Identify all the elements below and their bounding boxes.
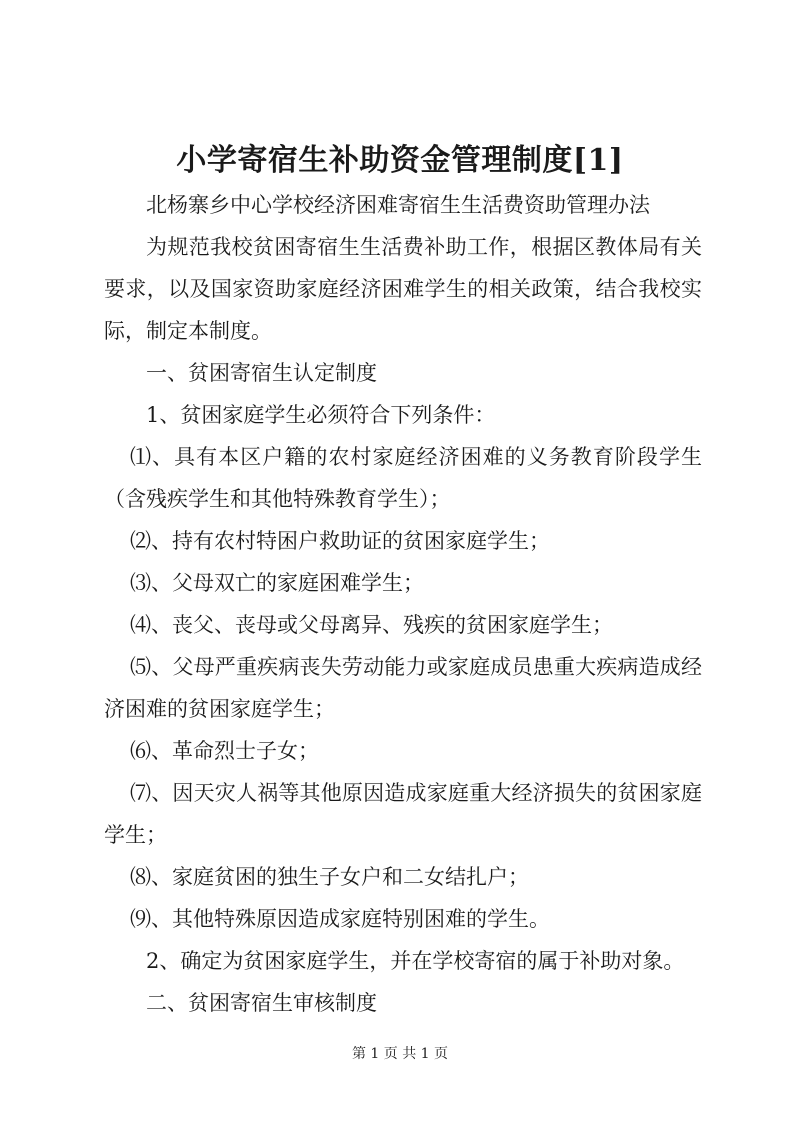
condition-heading: 1、贫困家庭学生必须符合下列条件： bbox=[146, 403, 496, 427]
condition-item: ⑴、具有本区户籍的农村家庭经济困难的义务教育阶段学生（含残疾学生和其他特殊教育学生）； bbox=[104, 445, 702, 511]
section-heading-1: 一、贫困寄宿生认定制度 bbox=[146, 361, 377, 385]
condition-item: ⑵、持有农村特困户救助证的贫困家庭学生； bbox=[130, 529, 550, 553]
document-subtitle: 北杨寨乡中心学校经济困难寄宿生生活费资助管理办法 bbox=[146, 193, 650, 217]
intro-paragraph: 为规范我校贫困寄宿生生活费补助工作，根据区教体局有关要求，以及国家资助家庭经济困难学生的相关政策，结合我校实际，制定本制度。 bbox=[104, 235, 702, 343]
condition-item: ⑻、家庭贫困的独生子女户和二女结扎户； bbox=[130, 865, 529, 889]
section-heading-2: 二、贫困寄宿生审核制度 bbox=[146, 991, 377, 1015]
document-title: 小学寄宿生补助资金管理制度[1] bbox=[176, 143, 624, 178]
page-footer: 第 1 页 共 1 页 bbox=[351, 1046, 449, 1062]
condition-item: ⑺、因天灾人祸等其他原因造成家庭重大经济损失的贫困家庭学生； bbox=[104, 781, 702, 847]
condition-item: ⑷、丧父、丧母或父母离异、残疾的贫困家庭学生； bbox=[130, 613, 613, 637]
condition-item: ⑹、革命烈士子女； bbox=[130, 739, 319, 763]
point-2-paragraph: 2、确定为贫困家庭学生，并在学校寄宿的属于补助对象。 bbox=[146, 949, 685, 973]
condition-item: ⑼、其他特殊原因造成家庭特别困难的学生。 bbox=[130, 907, 550, 931]
condition-item: ⑸、父母严重疾病丧失劳动能力或家庭成员患重大疾病造成经济困难的贫困家庭学生； bbox=[104, 655, 702, 721]
document-body bbox=[104, 184, 702, 1024]
condition-item: ⑶、父母双亡的家庭困难学生； bbox=[130, 571, 424, 595]
